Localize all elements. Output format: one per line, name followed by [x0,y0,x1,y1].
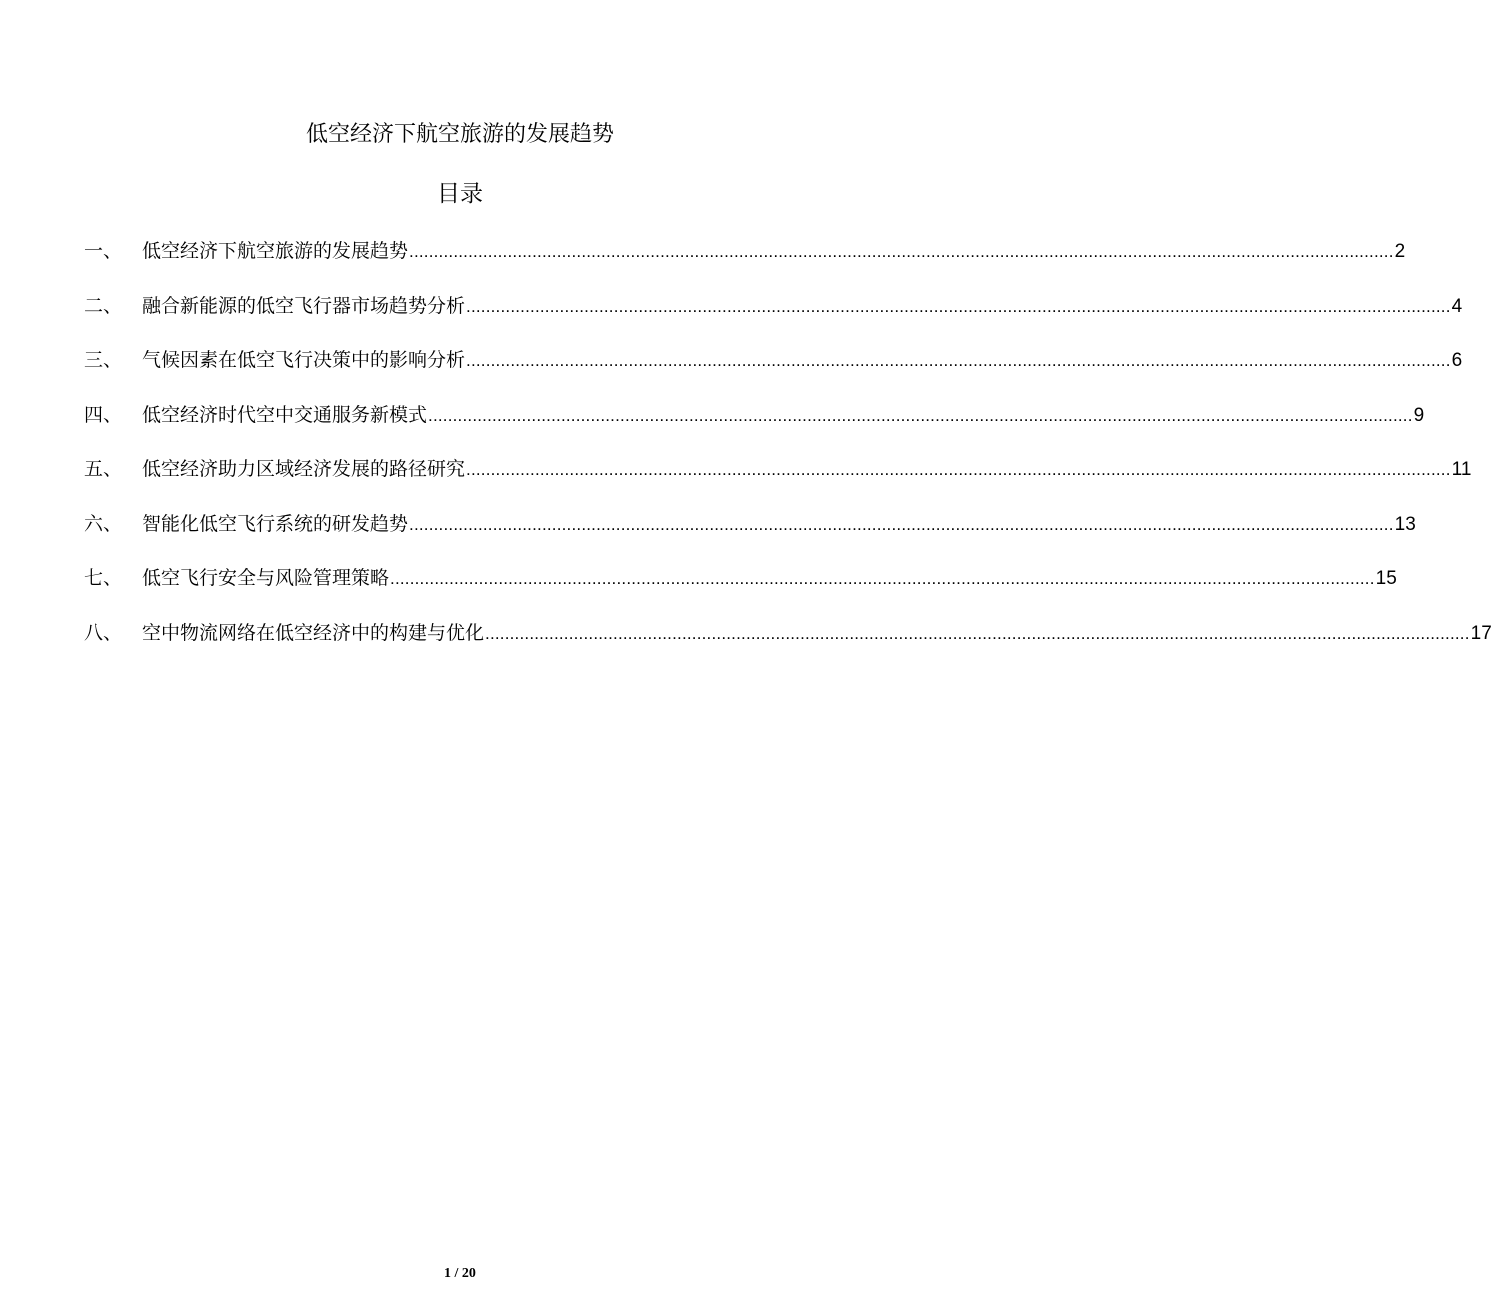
toc-entry-page: 15 [1375,568,1397,589]
toc-entry-page: 13 [1394,513,1416,535]
toc-entry-page: 6 [1451,350,1463,371]
toc-entry-title: 低空经济下航空旅游的发展趋势 [142,240,409,262]
toc-entry-number: 三、 [84,349,123,371]
toc-entry-page: 4 [1451,295,1463,317]
toc-entry-title: 低空经济时代空中交通服务新模式 [142,403,428,426]
toc-dot-leader: ........................................................................................................................................................................................................ [409,242,1394,261]
table-of-contents [84,234,1492,670]
toc-entry-number: 五、 [84,458,123,480]
toc-entry[interactable] [84,289,1463,344]
toc-entry[interactable] [84,507,1416,562]
toc-entry[interactable] [84,343,1463,398]
toc-entry-number: 二、 [84,294,123,317]
toc-dot-leader: ........................................................................................................................................................................................................ [466,351,1451,370]
toc-entry-page: 17 [1470,622,1492,644]
toc-entry-title: 空中物流网络在低空经济中的构建与优化 [142,621,485,644]
toc-dot-leader: ........................................................................................................................................................................................................ [466,460,1451,479]
toc-dot-leader: ........................................................................................................................................................................................................ [485,623,1470,643]
toc-entry[interactable] [84,452,1472,507]
toc-entry-title: 低空飞行安全与风险管理策略 [142,567,390,589]
toc-dot-leader: ........................................................................................................................................................................................................ [466,296,1451,316]
toc-entry-number: 六、 [84,512,123,535]
toc-entry-page: 11 [1451,459,1472,480]
toc-entry-page: 9 [1413,404,1425,426]
toc-entry[interactable] [84,398,1425,453]
toc-dot-leader: ........................................................................................................................................................................................................ [409,514,1394,534]
toc-entry-page: 2 [1394,241,1406,262]
toc-entry-number: 四、 [84,403,123,426]
page-number-footer: 1 / 20 [444,1266,476,1281]
toc-entry-number: 一、 [84,240,123,262]
toc-entry[interactable] [84,561,1397,616]
toc-entry[interactable] [84,616,1492,671]
toc-heading: 目录 [437,181,483,207]
toc-entry-number: 八、 [84,621,123,644]
toc-entry-title: 融合新能源的低空飞行器市场趋势分析 [142,294,466,317]
toc-entry-number: 七、 [84,567,123,589]
toc-entry[interactable] [84,234,1406,289]
toc-entry-title: 低空经济助力区域经济发展的路径研究 [142,458,466,480]
toc-dot-leader: ........................................................................................................................................................................................................ [428,405,1413,425]
toc-entry-title: 气候因素在低空飞行决策中的影响分析 [142,349,466,371]
toc-dot-leader: ........................................................................................................................................................................................................ [390,569,1375,588]
page-title: 低空经济下航空旅游的发展趋势 [305,122,614,147]
toc-entry-title: 智能化低空飞行系统的研发趋势 [142,512,409,535]
